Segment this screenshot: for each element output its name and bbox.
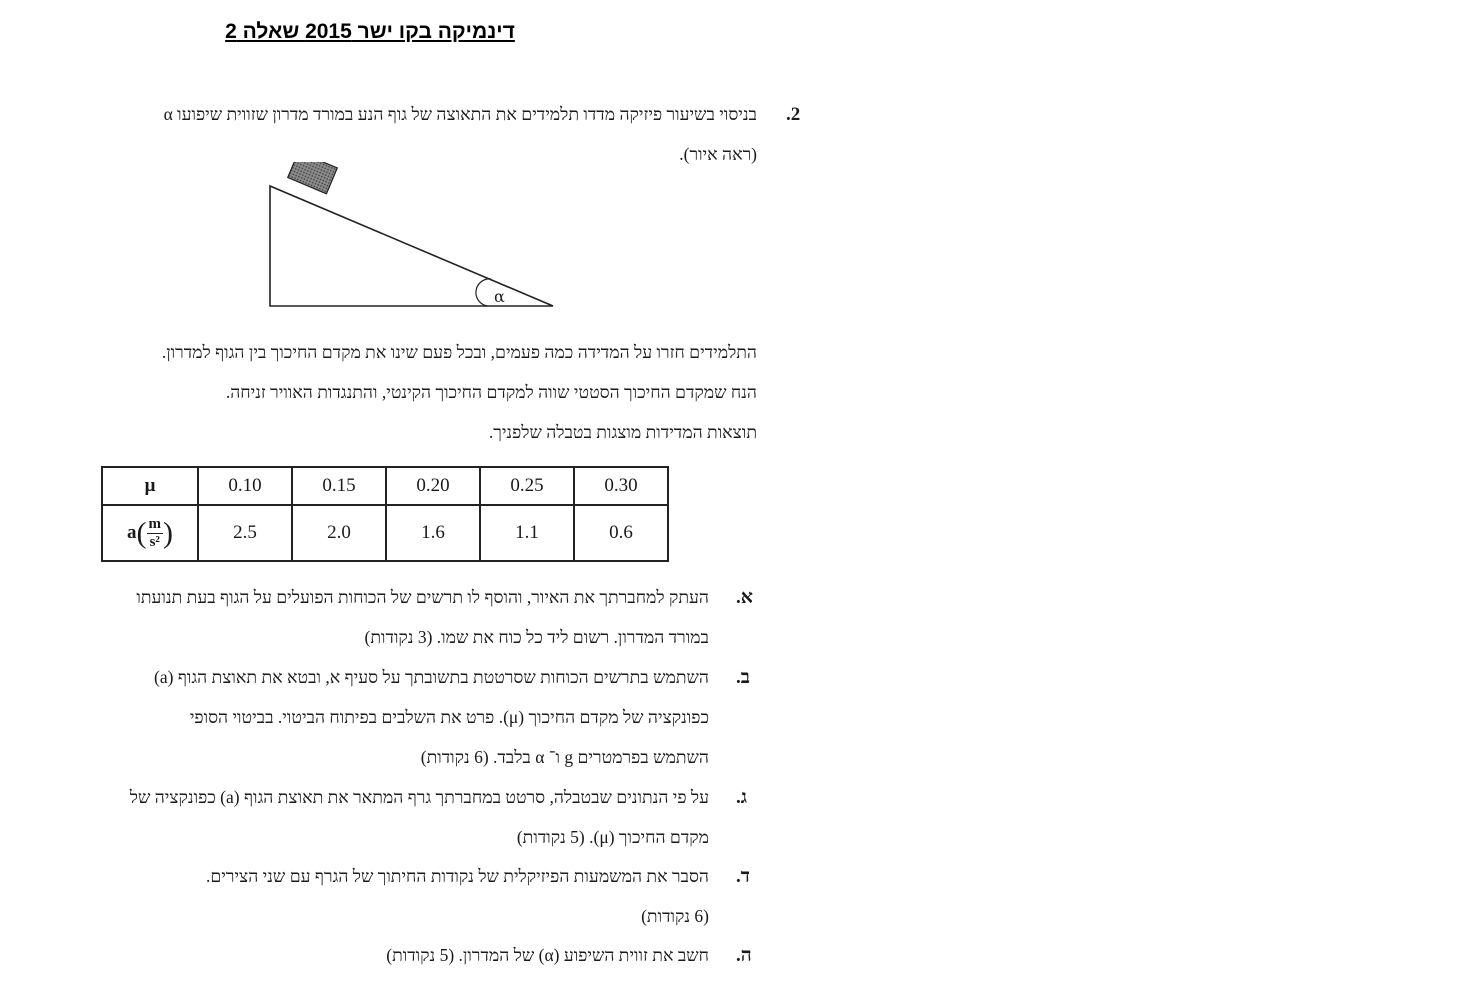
incline-figure (262, 162, 562, 312)
part-b-letter: ב. (736, 667, 750, 688)
acceleration-cell: 2.0 (292, 505, 386, 561)
part-a-letter: א. (736, 587, 753, 608)
unit-denominator: s² (149, 533, 160, 550)
part-a-line-2: במורד המדרון. רשום ליד כל כוח את שמו. (3 נקודות) (364, 627, 709, 647)
mu-cell: 0.30 (574, 467, 668, 505)
angle-label: α (494, 287, 505, 306)
acceleration-cell: 1.6 (386, 505, 480, 561)
angle-arc (476, 279, 491, 306)
unit-numerator: m (148, 515, 161, 532)
mu-cell: 0.25 (480, 467, 574, 505)
part-c-line-2: מקדם החיכוך (μ). (5 נקודות) (516, 827, 709, 847)
intro-line-1: בניסוי בשיעור פיזיקה מדדו תלמידים את התאוצה של גוף הנע במורד מדרון שזווית שיפועו α (163, 104, 757, 124)
part-e-letter: ה. (736, 945, 752, 966)
part-b-line-3: השתמש בפרמטרים g ו־ α בלבד. (6 נקודות) (420, 747, 709, 767)
body-line-1: התלמידים חזרו על המדידה כמה פעמים, ובכל פעם שינו את מקדם החיכוך בין הגוף למדרון. (161, 342, 757, 362)
unit-fraction (147, 516, 164, 551)
acceleration-row (102, 505, 668, 561)
mu-cell: 0.20 (386, 467, 480, 505)
part-d-line-2: (6 נקודות) (641, 906, 709, 926)
acceleration-cell: 1.1 (480, 505, 574, 561)
part-e-line-1: חשב את זווית השיפוע (α) של המדרון. (5 נקודות) (386, 945, 709, 965)
acceleration-cell: 0.6 (574, 505, 668, 561)
acceleration-cell: 2.5 (198, 505, 292, 561)
body-line-3: תוצאות המדידות מוצגות בטבלה שלפניך. (488, 422, 757, 442)
mu-row (102, 467, 668, 505)
part-c-letter: ג. (736, 787, 748, 808)
acceleration-header: a( $\frac{m}{\text{s²}}$ ) (102, 505, 198, 561)
mu-cell: 0.15 (292, 467, 386, 505)
mu-header: μ (102, 467, 198, 505)
part-d-letter: ד. (736, 866, 750, 887)
part-b-line-2: כפונקציה של מקדם החיכוך (μ). פרט את השלבים בפיתוח הביטוי. בביטוי הסופי (189, 707, 709, 727)
page-title: דינמיקה בקו ישר 2015 שאלה 2 (225, 20, 515, 43)
block (288, 162, 338, 194)
part-b-line-1: השתמש בתרשים הכוחות שסרטטת בתשובתך על סעיף א, ובטא את תאוצת הגוף (a) (154, 667, 709, 687)
body-line-2: הנח שמקדם החיכוך הסטטי שווה למקדם החיכוך הקינטי, והתנגדות האוויר זניחה. (225, 382, 757, 402)
incline-triangle (270, 186, 553, 306)
acceleration-symbol: a (127, 521, 137, 543)
results-table (101, 466, 669, 562)
mu-cell: 0.10 (198, 467, 292, 505)
question-number: 2. (786, 104, 801, 125)
intro-line-2: (ראה איור). (679, 144, 757, 164)
part-d-line-1: הסבר את המשמעות הפיזיקלית של נקודות החיתוך של הגרף עם שני הצירים. (205, 866, 709, 886)
part-c-line-1: על פי הנתונים שבטבלה, סרטט במחברתך גרף המתאר את תאוצת הגוף (a) כפונקציה של (129, 787, 709, 807)
part-a-line-1: העתק למחברתך את האיור, והוסף לו תרשים של הכוחות הפועלים על הגוף בעת תנועתו (136, 587, 709, 607)
